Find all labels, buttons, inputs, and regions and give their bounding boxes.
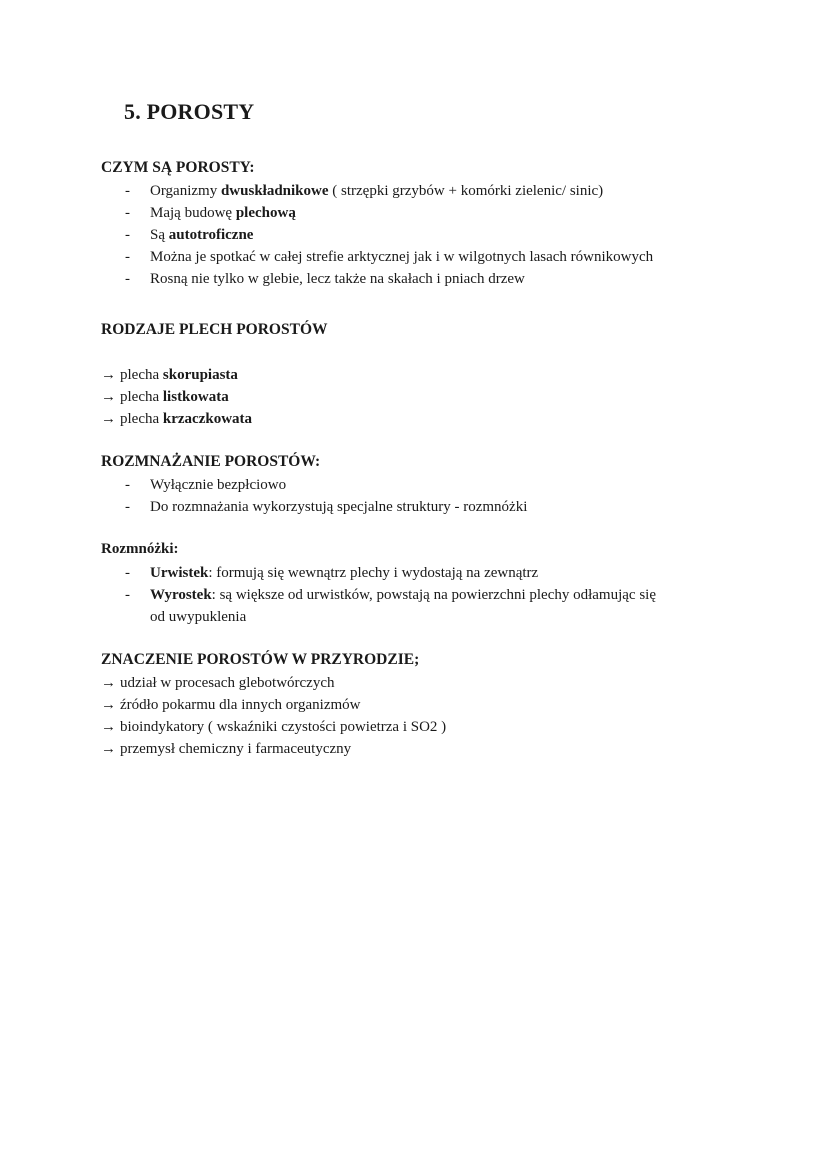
list-rozmnazanie <box>101 474 527 518</box>
list-item: - Organizmy dwuskładnikowe ( strzępki grzybów + komórki zielenic/ sinic) <box>101 180 653 202</box>
section-heading-rozmnozki: Rozmnóżki: <box>101 541 179 557</box>
arrow-icon: → <box>101 675 116 691</box>
arrow-icon: → <box>101 719 116 735</box>
list-item: → plecha listkowata <box>101 389 229 405</box>
arrow-icon: → <box>101 411 116 427</box>
list-item: → przemysł chemiczny i farmaceutyczny <box>101 741 352 757</box>
dash-bullet: - <box>125 565 130 581</box>
arrow-icon: → <box>101 367 116 383</box>
list-item: - Wyrostek: są większe od urwistków, powstają na powierzchni plechy odłamując się od uwypuklenia <box>101 584 656 628</box>
list-item: - Mają budowę plechową <box>101 202 653 224</box>
list-item: - Do rozmnażania wykorzystują specjalne struktury - rozmnóżki <box>101 496 527 518</box>
arrow-icon: → <box>101 389 116 405</box>
section-heading-znaczenie: ZNACZENIE POROSTÓW W PRZYRODZIE; <box>101 651 420 668</box>
section-heading-rodzaje-plech: RODZAJE PLECH POROSTÓW <box>101 321 328 338</box>
list-item: → udział w procesach glebotwórczych <box>101 675 335 691</box>
list-item: → bioindykatory ( wskaźniki czystości powietrza i SO2 ) <box>101 719 447 735</box>
list-item: → plecha skorupiasta <box>101 367 238 383</box>
dash-bullet: - <box>125 183 130 199</box>
dash-bullet: - <box>125 477 130 493</box>
list-czym-sa-porosty <box>101 180 653 290</box>
list-item: → plecha krzaczkowata <box>101 411 253 427</box>
section-heading-czym-sa-porosty: CZYM SĄ POROSTY: <box>101 159 255 176</box>
list-item: → źródło pokarmu dla innych organizmów <box>101 697 361 713</box>
list-rozmnozki <box>101 562 656 628</box>
section-heading-rozmnazanie: ROZMNAŻANIE POROSTÓW: <box>101 453 321 470</box>
list-rodzaje-plech <box>101 364 252 430</box>
list-item: - Można je spotkać w całej strefie arktycznej jak i w wilgotnych lasach równikowych <box>101 246 653 268</box>
list-znaczenie <box>101 672 446 760</box>
arrow-icon: → <box>101 741 116 757</box>
list-item: - Wyłącznie bezpłciowo <box>101 474 527 496</box>
dash-bullet: - <box>125 205 130 221</box>
list-item: - Urwistek: formują się wewnątrz plechy i wydostają na zewnątrz <box>101 562 656 584</box>
dash-bullet: - <box>125 249 130 265</box>
arrow-icon: → <box>101 697 116 713</box>
page-title: 5. POROSTY <box>124 99 255 124</box>
dash-bullet: - <box>125 227 130 243</box>
dash-bullet: - <box>125 499 130 515</box>
list-item: - Rosną nie tylko w glebie, lecz także na skałach i pniach drzew <box>101 268 653 290</box>
dash-bullet: - <box>125 271 130 287</box>
dash-bullet: - <box>125 587 130 603</box>
list-item: - Są autotroficzne <box>101 224 653 246</box>
